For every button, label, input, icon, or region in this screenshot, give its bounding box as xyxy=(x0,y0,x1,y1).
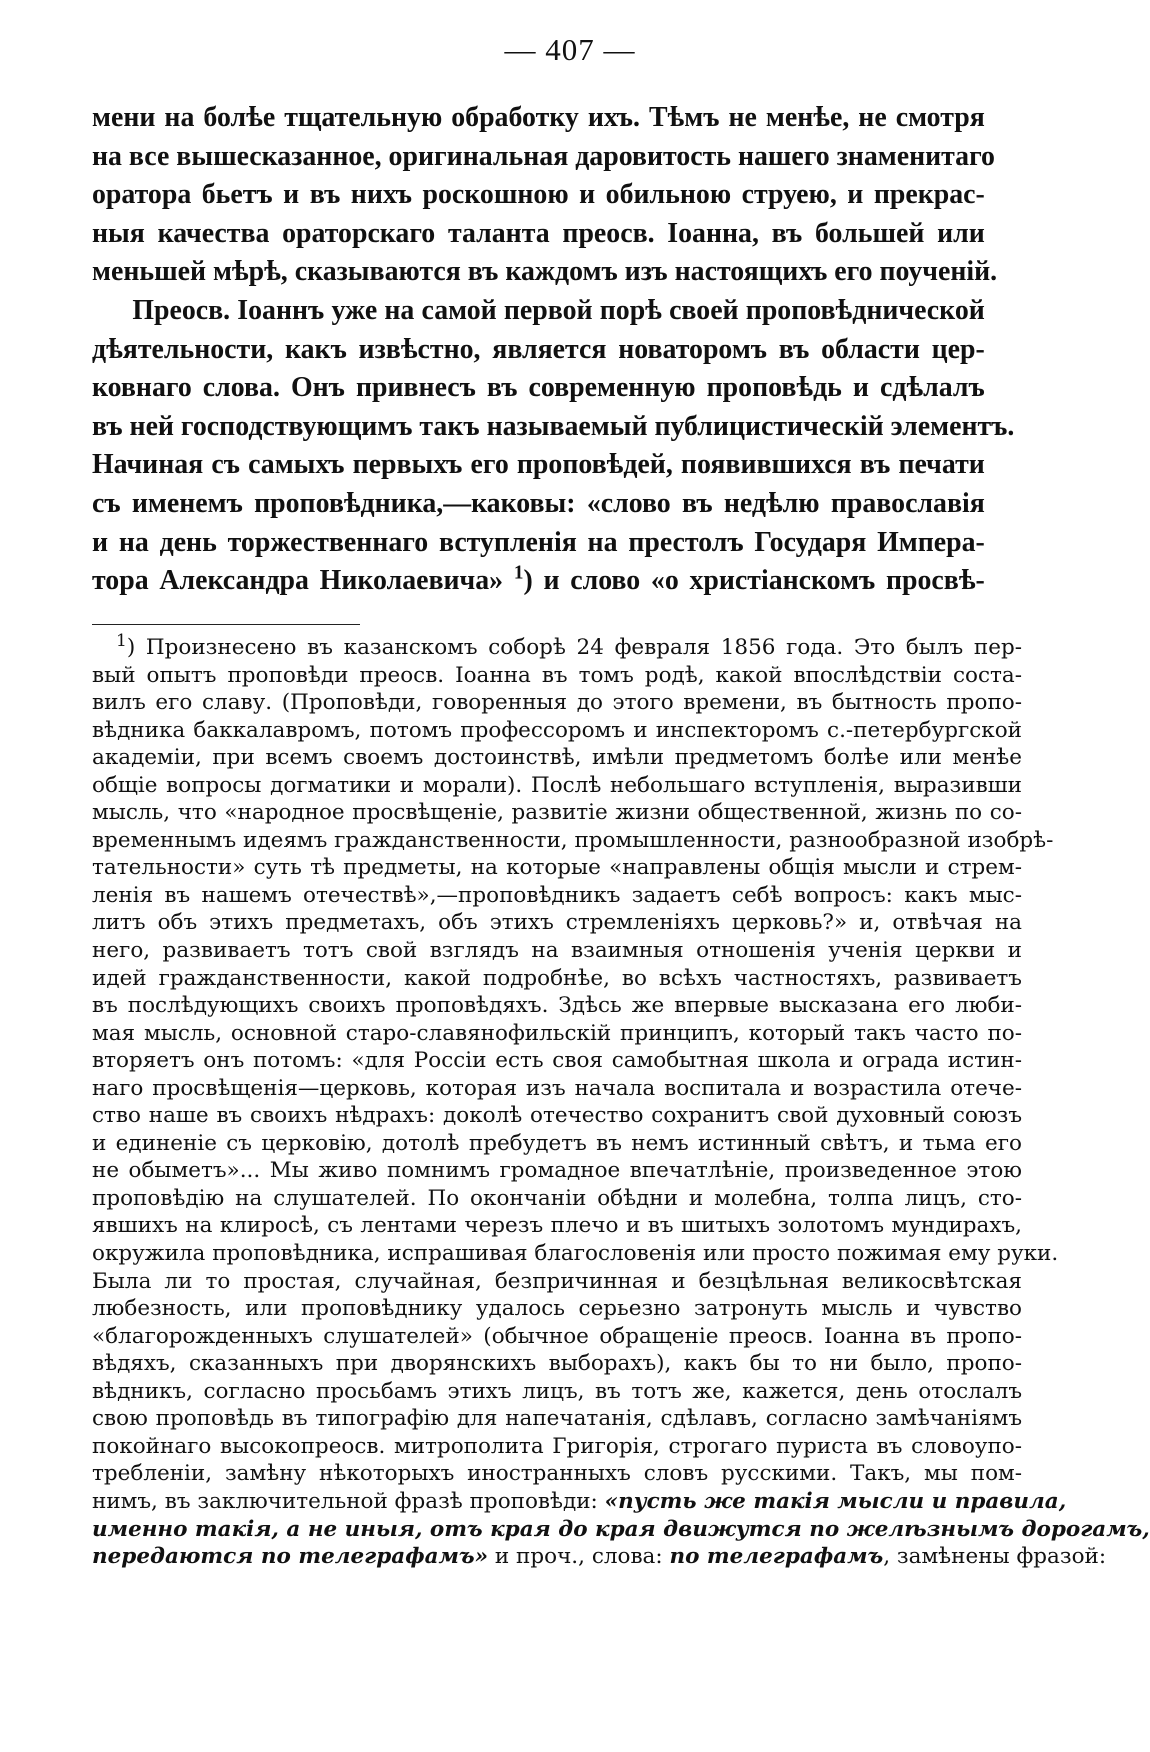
footnote-quote: передаются по телеграфамъ» xyxy=(92,1544,489,1570)
footnote-segment: и проч., слова: xyxy=(488,1544,670,1570)
footnote-line: него, развиваетъ тотъ свой взглядъ на взаимныя отношенія ученія церкви и xyxy=(92,938,1022,964)
footnote-line: и единеніе съ церковію, дотолѣ пребудетъ въ немъ истинный свѣтъ, и тьма его xyxy=(92,1130,1022,1156)
footnote-line: мая мысль, основной старо-славянофильскій принципъ, который такъ часто по- xyxy=(92,1020,1022,1046)
main-text-line: оратора бьетъ и въ нихъ роскошною и обильною струею, и прекрас- xyxy=(92,178,985,211)
footnote xyxy=(92,630,1150,1571)
footnote-divider xyxy=(92,624,360,625)
footnote-line: ленія въ нашемъ отечествѣ»,—проповѣдникъ задаетъ себѣ вопросъ: какъ мыс- xyxy=(92,882,1022,908)
main-text-line xyxy=(92,561,985,600)
footnote-segment: , замѣнены фразой: xyxy=(883,1544,1107,1570)
footnote-line: литъ объ этихъ предметахъ, объ этихъ стремленіяхъ церковь?» и, отвѣчая на xyxy=(92,910,1022,936)
footnote-quote: по телеграфамъ xyxy=(669,1544,884,1570)
main-text-segment: ) и слово «о христіанскомъ просвѣ- xyxy=(523,564,985,597)
footnote-line: вторяетъ онъ потомъ: «для Россіи есть своя самобытная школа и ограда истин- xyxy=(92,1048,1022,1074)
main-text-line: Преосв. Іоаннъ уже на самой первой порѣ своей проповѣднической xyxy=(132,293,985,326)
main-text-line: съ именемъ проповѣдника,—каковы: «слово въ недѣлю православія xyxy=(92,486,985,519)
footnote-line: вѣдникъ, согласно просьбамъ этихъ лицъ, въ тотъ же, кажется, день отослалъ xyxy=(92,1378,1022,1404)
page-number: — 407 — xyxy=(504,32,636,67)
main-text-line: ковнаго слова. Онъ привнесъ въ современную проповѣдь и сдѣлалъ xyxy=(92,371,985,404)
footnote-line: проповѣдію на слушателей. По окончаніи обѣдни и молебна, толпа лицъ, сто- xyxy=(92,1185,1022,1211)
footnote-line: академіи, при всемъ своемъ достоинствѣ, имѣли предметомъ болѣе или менѣе xyxy=(92,745,1022,771)
footnote-line: ство наше въ своихъ нѣдрахъ: доколѣ отечество сохранитъ свой духовный союзъ xyxy=(92,1103,1022,1129)
main-text-line: на все вышесказанное, оригинальная даровитость нашего знаменитаго xyxy=(92,139,995,172)
footnote-line: общіе вопросы догматики и морали). Послѣ небольшаго вступленія, выразивши xyxy=(92,772,1022,798)
footnote-line: покойнаго высокопреосв. митрополита Григорія, строгаго пуриста въ словоупо- xyxy=(92,1433,1022,1459)
footnote-line xyxy=(92,1543,1107,1571)
footnote-line: свою проповѣдь въ типографію для напечатанія, сдѣлавъ, согласно замѣчаніямъ xyxy=(92,1406,1022,1432)
main-text-line: мени на болѣе тщательную обработку ихъ. Тѣмъ не менѣе, не смотря xyxy=(92,101,985,133)
footnote-line: вый опытъ проповѣди преосв. Іоанна въ томъ родѣ, какой впослѣдствіи соста- xyxy=(92,662,1022,688)
main-text-line: Начиная съ самыхъ первыхъ его проповѣдей, появившихся въ печати xyxy=(92,448,985,481)
main-text-line: и на день торжественнаго вступленія на престолъ Государя Импера- xyxy=(92,525,985,558)
footnote-segment: нимъ, въ заключительной фразѣ проповѣди: xyxy=(92,1488,598,1514)
footnote-line: временнымъ идеямъ гражданственности, промышленности, разнообразной изобрѣ- xyxy=(92,827,1054,853)
footnote-marker: 1 xyxy=(116,630,127,651)
footnote-line: не обыметъ»... Мы живо помнимъ громадное впечатлѣніе, произведенное этою xyxy=(92,1158,1022,1184)
footnote-line: вѣдника баккалавромъ, потомъ профессоромъ и инспекторомъ с.-петербургской xyxy=(92,717,1022,743)
footnote-line xyxy=(92,1488,1067,1516)
footnote-quote: именно такія, а не иныя, отъ края до края движутся по желѣзнымъ дорогамъ, xyxy=(92,1516,1150,1542)
footnote-line: окружила проповѣдника, испрашивая благословенія или просто пожимая ему руки. xyxy=(92,1241,1059,1267)
footnote-line xyxy=(92,630,1022,662)
main-text-segment: тора Александра Николаевича» xyxy=(92,564,504,597)
footnote-segment: ) Произнесено въ казанскомъ соборѣ 24 февраля 1856 года. Это былъ пер- xyxy=(126,635,1022,660)
footnote-line: «благорожденныхъ слушателей» (обычное обращеніе преосв. Іоанна въ пропо- xyxy=(92,1323,1022,1349)
footnote-line: наго просвѣщенія—церковь, которая изъ начала воспитала и возрастила отече- xyxy=(92,1075,1022,1101)
footnote-reference[interactable]: 1 xyxy=(513,561,524,584)
footnote-line xyxy=(92,1516,1150,1544)
footnote-line: въ послѣдующихъ своихъ проповѣдяхъ. Здѣсь же впервые высказана его люби- xyxy=(92,993,1022,1019)
main-text-line: меньшей мѣрѣ, сказываются въ каждомъ изъ настоящихъ его поученій. xyxy=(92,255,998,288)
footnote-line: тательности» суть тѣ предметы, на которые «направлены общія мысли и стрем- xyxy=(92,855,1022,881)
main-text-line: дѣятельности, какъ извѣстно, является новаторомъ въ области цер- xyxy=(92,332,985,365)
main-text-line: ныя качества ораторскаго таланта преосв. Іоанна, въ большей или xyxy=(92,216,985,249)
footnote-line: идей гражданственности, какой подробнѣе, во всѣхъ частностяхъ, развиваетъ xyxy=(92,965,1022,991)
footnote-line: требленіи, замѣну нѣкоторыхъ иностранныхъ словъ русскими. Такъ, мы пом- xyxy=(92,1461,1022,1487)
footnote-line: Была ли то простая, случайная, безпричинная и безцѣльная великосвѣтская xyxy=(92,1268,1022,1294)
footnote-line: вѣдяхъ, сказанныхъ при дворянскихъ выборахъ), какъ бы то ни было, пропо- xyxy=(92,1351,1022,1377)
main-text xyxy=(92,98,1015,600)
footnote-quote: «пусть же такія мысли и правила, xyxy=(604,1488,1067,1514)
main-text-line: въ ней господствующимъ такъ называемый публицистическій элементъ. xyxy=(92,409,1015,442)
footnote-line: явшихъ на клиросѣ, съ лентами черезъ плечо и въ шитыхъ золотомъ мундирахъ, xyxy=(92,1213,1022,1239)
footnote-line: любезность, или проповѣднику удалось серьезно затронуть мысль и чувство xyxy=(92,1296,1022,1322)
footnote-line: мысль, что «народное просвѣщеніе, развитіе жизни общественной, жизнь по со- xyxy=(92,800,1022,826)
footnote-line: вилъ его славу. (Проповѣди, говоренныя до этого времени, въ бытность пропо- xyxy=(92,690,1022,716)
